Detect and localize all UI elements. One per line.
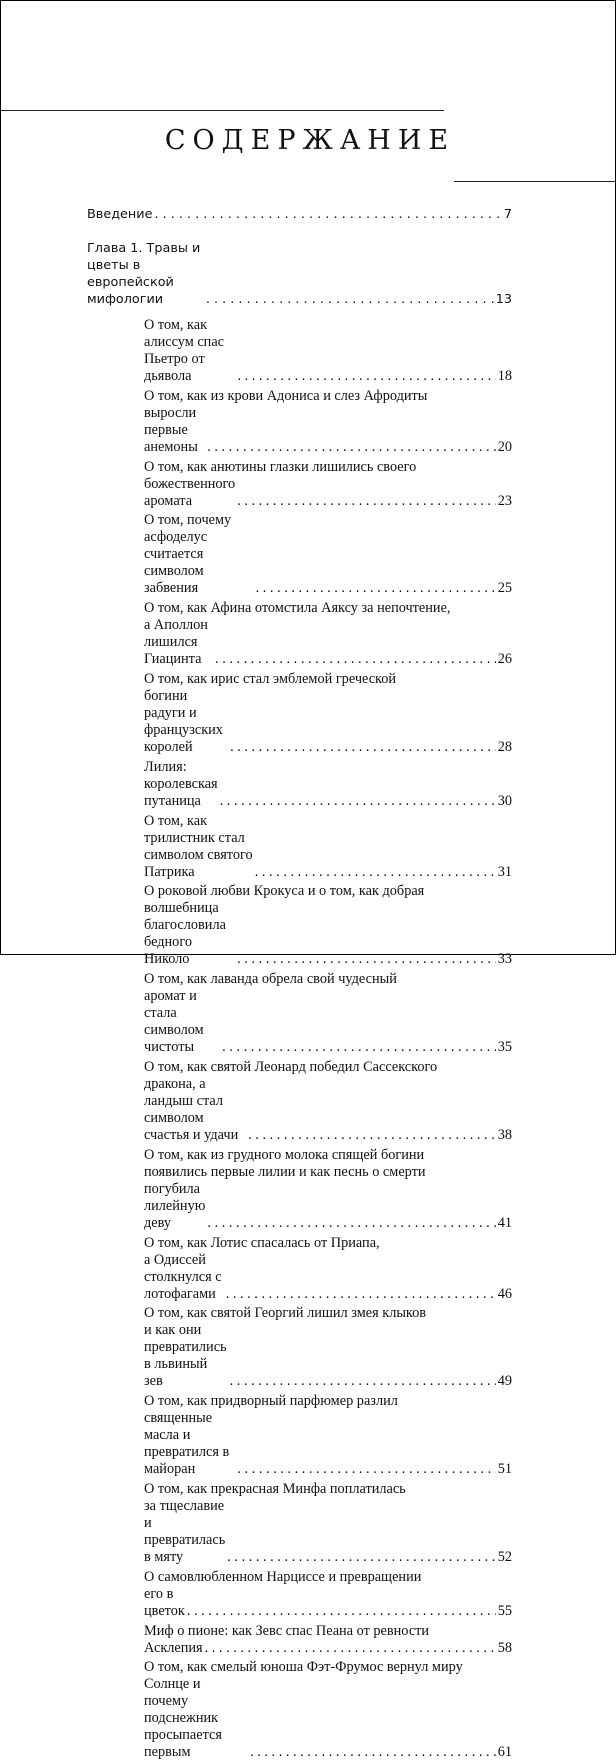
leader-dots <box>187 1603 496 1620</box>
toc-entry-text: О том, как алиссум спас Пьетро от дьявола <box>144 317 225 384</box>
toc-entry[interactable] <box>144 813 512 881</box>
toc-entry-page: 51 <box>497 1461 512 1478</box>
toc-entry[interactable] <box>144 759 512 810</box>
toc-entry[interactable] <box>144 512 512 597</box>
toc-entry-text: и как они превратились в львиный зев <box>144 1322 227 1390</box>
toc-entry-line: О роковой любви Крокуса и о том, как добрая <box>144 883 425 900</box>
leader-dots <box>207 439 496 456</box>
toc-entry-line: О самовлюбленном Нарциссе и превращении <box>144 1568 422 1585</box>
toc-entry-line: О том, как святой Георгий лишил змея клыков <box>144 1305 427 1322</box>
toc-entry-line: О том, как из грудного молока спящей богини <box>144 1146 425 1163</box>
leader-dots <box>207 1215 495 1232</box>
toc-entry-text: а Одиссей столкнулся с лотофагами <box>144 1251 222 1302</box>
toc-entry-line: появились первые лилии и как песнь о смерти <box>144 1163 426 1180</box>
toc-entry-last-line <box>144 1498 512 1566</box>
toc-entry-text: Солнце и почему подснежник просыпается первым <box>144 1676 222 1761</box>
leader-dots <box>255 864 496 881</box>
toc-chapter[interactable] <box>87 240 512 308</box>
toc-entry-page: 31 <box>497 863 512 880</box>
toc-entry-page: 58 <box>497 1639 512 1656</box>
toc-entry-last-line <box>144 317 512 385</box>
leader-dots <box>222 1039 496 1056</box>
toc-entry-line: О том, как придворный парфюмер разлил <box>144 1393 398 1410</box>
toc-entry-text: волшебница благословила бедного Николо <box>144 900 226 968</box>
toc-entry-page: 38 <box>497 1126 512 1143</box>
leader-dots <box>237 368 495 385</box>
toc-entry-page: 30 <box>497 792 512 809</box>
top-rule <box>0 110 444 111</box>
toc-entry-page: 33 <box>497 951 512 968</box>
toc-entry-text: Асклепия <box>144 1639 203 1656</box>
side-rule <box>454 181 616 182</box>
toc-entry-page: 41 <box>497 1214 512 1231</box>
leader-dots <box>230 739 496 756</box>
toc-entry-page: 46 <box>497 1285 512 1302</box>
leader-dots <box>248 1127 496 1144</box>
toc-entry-line: О том, как смелый юноша Фэт-Фрумос вернул миру <box>144 1659 463 1676</box>
toc-entry-last-line <box>144 900 512 968</box>
toc-entry-last-line <box>144 617 512 668</box>
table-of-contents <box>87 206 512 1764</box>
leader-dots <box>237 951 496 968</box>
toc-entry-last-line <box>144 476 512 510</box>
toc-entry-text: а Аполлон лишился Гиацинта <box>144 617 208 668</box>
leader-dots <box>215 651 496 668</box>
leader-dots <box>227 1549 495 1566</box>
toc-entry-last-line <box>144 813 512 881</box>
leader-dots <box>230 1373 496 1390</box>
toc-entry-line: О том, как Лотис спасалась от Приапа, <box>144 1234 380 1251</box>
toc-intro-label: Введение <box>87 207 153 222</box>
toc-intro[interactable] <box>87 206 512 223</box>
toc-entry-line: О том, как из крови Адониса и слез Афродиты <box>144 387 428 404</box>
leader-dots <box>250 1744 496 1761</box>
leader-dots <box>237 1461 495 1478</box>
toc-entry-text: божественного аромата <box>144 475 236 509</box>
toc-entry-text: О том, почему асфоделус считается символом забвения <box>144 512 232 597</box>
toc-entry-line: О том, как лаванда обрела свой чудесный <box>144 971 397 988</box>
toc-entry-line: О том, как Афина отомстила Аяксу за непочтение, <box>144 600 451 617</box>
toc-entry-last-line <box>144 1640 512 1657</box>
toc-entry[interactable] <box>144 1481 512 1566</box>
toc-entry[interactable] <box>144 1059 512 1144</box>
toc-entry-last-line <box>144 1586 512 1620</box>
toc-entry[interactable] <box>144 1235 512 1303</box>
toc-entry-last-line <box>144 1322 512 1390</box>
toc-entry-text: священные масла и превратился в майоран <box>144 1410 230 1478</box>
toc-entry-text: аромат и стала символом чистоты <box>144 988 204 1056</box>
toc-entry-last-line <box>144 512 512 597</box>
toc-entry-page: 55 <box>497 1602 512 1619</box>
toc-entry-line: О том, как прекрасная Минфа поплатилась <box>144 1480 406 1497</box>
toc-entry[interactable] <box>144 388 512 456</box>
toc-entry[interactable] <box>144 1623 512 1657</box>
toc-entry[interactable] <box>144 971 512 1056</box>
page-title: СОДЕРЖАНИЕ <box>164 125 456 156</box>
toc-entry-text: Лилия: королевская путаница <box>144 758 218 809</box>
toc-entry-page: 26 <box>497 651 512 668</box>
toc-chapter-label: Глава 1. Травы и цветы в европейской мифологии <box>87 241 201 307</box>
toc-entry[interactable] <box>144 459 512 510</box>
toc-entry-page: 25 <box>497 580 512 597</box>
toc-entry-page: 49 <box>497 1373 512 1390</box>
toc-entry-page: 23 <box>497 492 512 509</box>
leader-dots <box>206 291 494 308</box>
toc-entry-last-line <box>144 988 512 1056</box>
leader-dots <box>226 1286 496 1303</box>
toc-entry-last-line <box>144 1252 512 1303</box>
toc-entry-last-line <box>144 1181 512 1232</box>
toc-intro-page: 7 <box>503 207 512 222</box>
toc-entry-last-line <box>144 1076 512 1144</box>
toc-entry[interactable] <box>144 317 512 385</box>
toc-entry-page: 20 <box>497 438 512 455</box>
toc-entry-text: его в цветок <box>144 1585 185 1619</box>
toc-entry[interactable] <box>144 1393 512 1478</box>
toc-entry-last-line <box>144 405 512 456</box>
toc-entry[interactable] <box>144 1305 512 1390</box>
toc-entry-page: 61 <box>497 1744 512 1761</box>
toc-entry[interactable] <box>144 883 512 968</box>
toc-entry-text: богини радуги и французских королей <box>144 687 223 755</box>
toc-entry-last-line <box>144 759 512 810</box>
toc-entry-text: за тщеславие и превратилась в мяту <box>144 1497 226 1565</box>
toc-entry-line: О том, как анютины глазки лишились своего <box>144 458 417 475</box>
leader-dots <box>256 580 496 597</box>
toc-entry-line: О том, как святой Леонард победил Сассекского <box>144 1058 438 1075</box>
toc-entry-page: 52 <box>497 1548 512 1565</box>
leader-dots <box>154 206 501 223</box>
toc-entry-page: 35 <box>497 1039 512 1056</box>
toc-entry[interactable] <box>144 1659 512 1761</box>
toc-chapter-page: 13 <box>495 292 512 307</box>
toc-entry-last-line <box>144 688 512 756</box>
toc-entry[interactable] <box>144 600 512 668</box>
toc-entry-page: 28 <box>497 738 512 755</box>
leader-dots <box>205 1640 496 1657</box>
toc-entry-page: 18 <box>497 368 512 384</box>
toc-entry-text: выросли первые анемоны <box>144 404 198 455</box>
toc-entry[interactable] <box>144 1569 512 1620</box>
toc-entry-text: О том, как трилистник стал символом святого Патрика <box>144 812 253 880</box>
toc-entries <box>87 317 512 1761</box>
toc-entry[interactable] <box>144 671 512 756</box>
toc-entry-last-line <box>144 1676 512 1761</box>
toc-entry-last-line <box>144 1410 512 1478</box>
leader-dots <box>220 793 496 810</box>
toc-entry[interactable] <box>144 1147 512 1232</box>
toc-entry-text: дракона, а ландыш стал символом счастья и удачи <box>144 1075 239 1143</box>
toc-entry-line: О том, как ирис стал эмблемой греческой <box>144 670 397 687</box>
leader-dots <box>237 493 496 510</box>
toc-entry-line: Миф о пионе: как Зевс спас Пеана от ревности <box>144 1622 430 1639</box>
toc-entry-text: погубила лилейную деву <box>144 1180 206 1231</box>
